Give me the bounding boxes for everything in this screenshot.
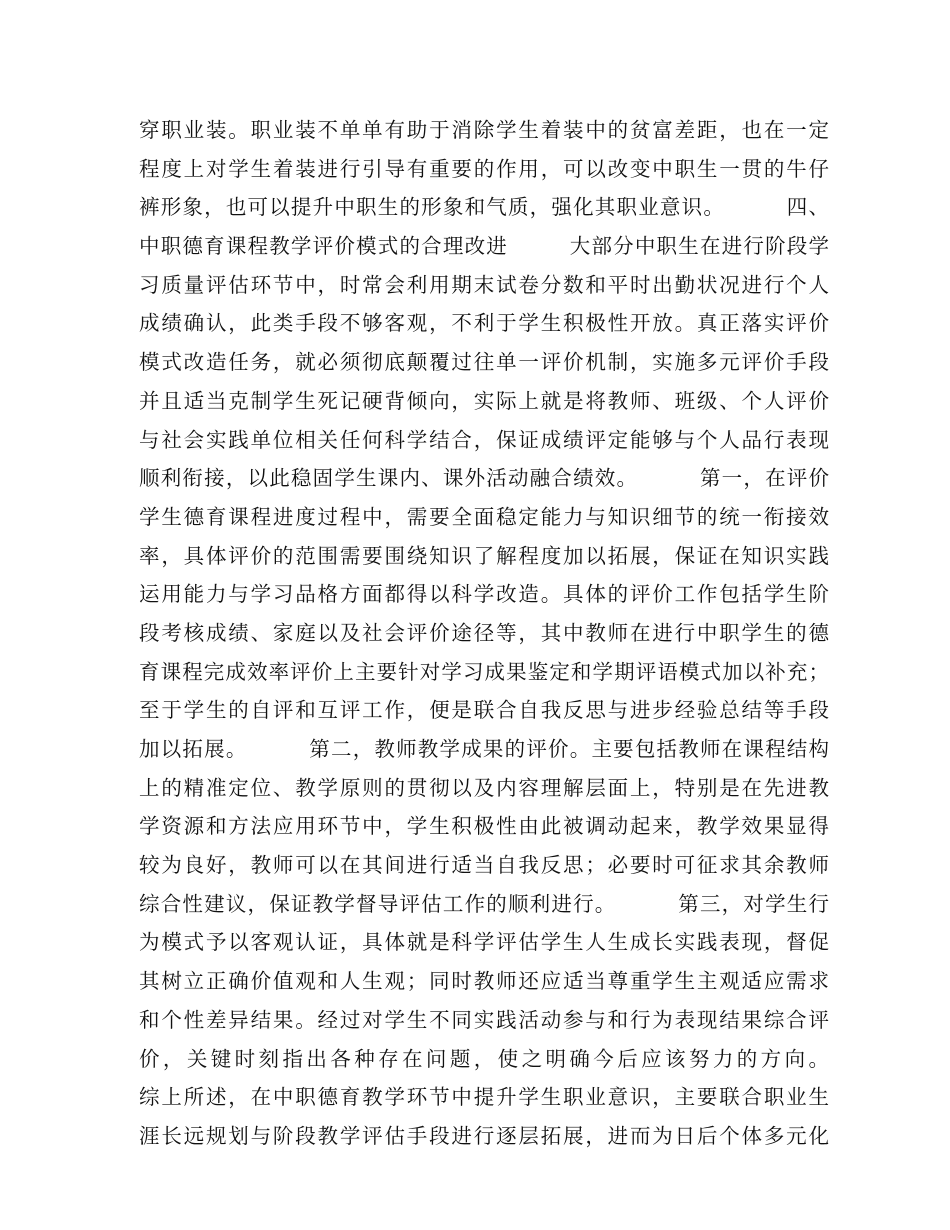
text-line: 段考核成绩、家庭以及社会评价途径等，其中教师在进行中职学生的德 <box>139 620 829 645</box>
text-line: 与社会实践单位相关任何科学结合，保证成绩评定能够与个人品行表现 <box>139 427 829 452</box>
text-line: 加以拓展。 第二，教师教学成果的评价。主要包括教师在课程结构 <box>139 737 829 761</box>
text-line: 学资源和方法应用环节中，学生积极性由此被调动起来，教学效果显得 <box>139 814 829 839</box>
text-line: 价，关键时刻指出各种存在问题，使之明确今后应该努力的方向。 <box>139 1046 829 1071</box>
text-line: 习质量评估环节中，时常会利用期末试卷分数和平时出勤状况进行个人 <box>139 272 829 297</box>
text-line: 率，具体评价的范围需要围绕知识了解程度加以拓展，保证在知识实践 <box>139 543 829 568</box>
text-line: 程度上对学生着装进行引导有重要的作用，可以改变中职生一贯的牛仔 <box>139 156 829 181</box>
text-line: 至于学生的自评和互评工作，便是联合自我反思与进步经验总结等手段 <box>139 698 829 723</box>
text-line: 裤形象，也可以提升中职生的形象和气质，强化其职业意识。 四、 <box>139 195 829 220</box>
text-line: 上的精准定位、教学原则的贯彻以及内容理解层面上，特别是在先进教 <box>139 775 829 800</box>
text-line: 穿职业装。职业装不单单有助于消除学生着装中的贫富差距，也在一定 <box>139 118 829 142</box>
body-text <box>139 111 829 1156</box>
text-line: 综上所述，在中职德育教学环节中提升学生职业意识，主要联合职业生 <box>139 1085 829 1110</box>
text-line: 育课程完成效率评价上主要针对学习成果鉴定和学期评语模式加以补充； <box>139 659 829 684</box>
text-line: 运用能力与学习品格方面都得以科学改造。具体的评价工作包括学生阶 <box>139 582 829 607</box>
text-line: 成绩确认，此类手段不够客观，不利于学生积极性开放。真正落实评价 <box>139 311 829 336</box>
text-line: 模式改造任务，就必须彻底颠覆过往单一评价机制，实施多元评价手段 <box>139 350 829 375</box>
text-line: 较为良好，教师可以在其间进行适当自我反思；必要时可征求其余教师 <box>139 853 829 878</box>
text-line: 并且适当克制学生死记硬背倾向，实际上就是将教师、班级、个人评价 <box>139 388 829 413</box>
text-line: 涯长远规划与阶段教学评估手段进行逐层拓展，进而为日后个体多元化 <box>139 1123 829 1148</box>
text-line: 学生德育课程进度过程中，需要全面稳定能力与知识细节的统一衔接效 <box>139 504 829 529</box>
text-line: 中职德育课程教学评价模式的合理改进 大部分中职生在进行阶段学 <box>139 234 829 259</box>
text-line: 其树立正确价值观和人生观；同时教师还应适当尊重学生主观适应需求 <box>139 969 829 994</box>
text-line: 综合性建议，保证教学督导评估工作的顺利进行。 第三，对学生行 <box>139 891 829 916</box>
text-line: 顺利衔接，以此稳固学生课内、课外活动融合绩效。 第一，在评价 <box>139 466 829 491</box>
text-line: 和个性差异结果。经过对学生不同实践活动参与和行为表现结果综合评 <box>139 1007 829 1032</box>
text-line: 为模式予以客观认证，具体就是科学评估学生人生成长实践表现，督促 <box>139 930 829 955</box>
